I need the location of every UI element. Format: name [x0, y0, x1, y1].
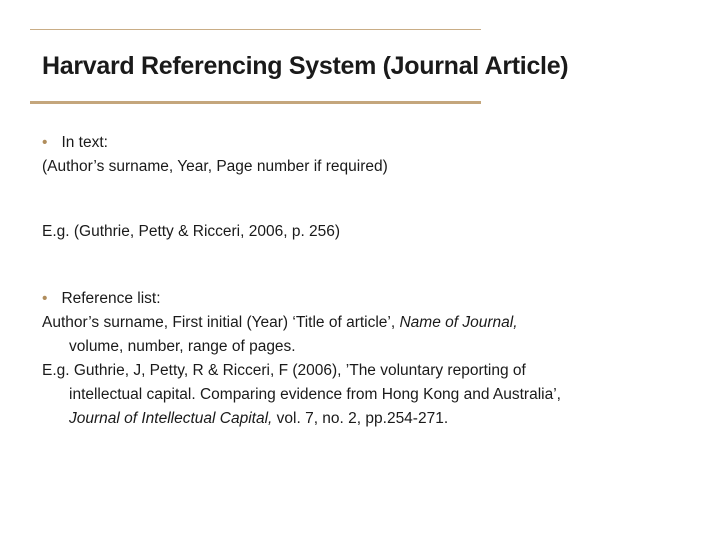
in-text-section: [42, 131, 682, 179]
reference-format-journal: Name of Journal,: [399, 314, 518, 331]
slide-title: Harvard Referencing System (Journal Article): [42, 52, 569, 80]
title-top-rule: [30, 29, 481, 30]
reference-format-text: Author’s surname, First initial (Year) ‘Title of article’,: [42, 314, 400, 331]
in-text-heading: In text:: [61, 134, 108, 151]
in-text-format: (Author’s surname, Year, Page number if required): [42, 158, 388, 175]
bullet-icon: •: [42, 134, 48, 151]
reference-list-bullet-line: [42, 287, 682, 311]
reference-example-line1: E.g. Guthrie, J, Petty, R & Ricceri, F (2006), ’The voluntary reporting of: [42, 362, 526, 379]
reference-format-line2: volume, number, range of pages.: [69, 338, 296, 355]
reference-list-heading: Reference list:: [61, 290, 161, 307]
reference-example-line2: intellectual capital. Comparing evidence from Hong Kong and Australia’,: [69, 386, 561, 403]
title-bottom-rule: [30, 101, 481, 104]
reference-example-tail: vol. 7, no. 2, pp.254-271.: [272, 410, 449, 427]
reference-example-line3: [42, 407, 682, 431]
reference-format-line1: [42, 311, 682, 335]
in-text-example-section: [42, 220, 682, 244]
in-text-example: E.g. (Guthrie, Petty & Ricceri, 2006, p. 256): [42, 223, 341, 240]
reference-example-journal: Journal of Intellectual Capital,: [69, 410, 273, 427]
bullet-icon: •: [42, 290, 48, 307]
reference-list-section: [42, 287, 682, 431]
in-text-bullet-line: [42, 131, 682, 155]
